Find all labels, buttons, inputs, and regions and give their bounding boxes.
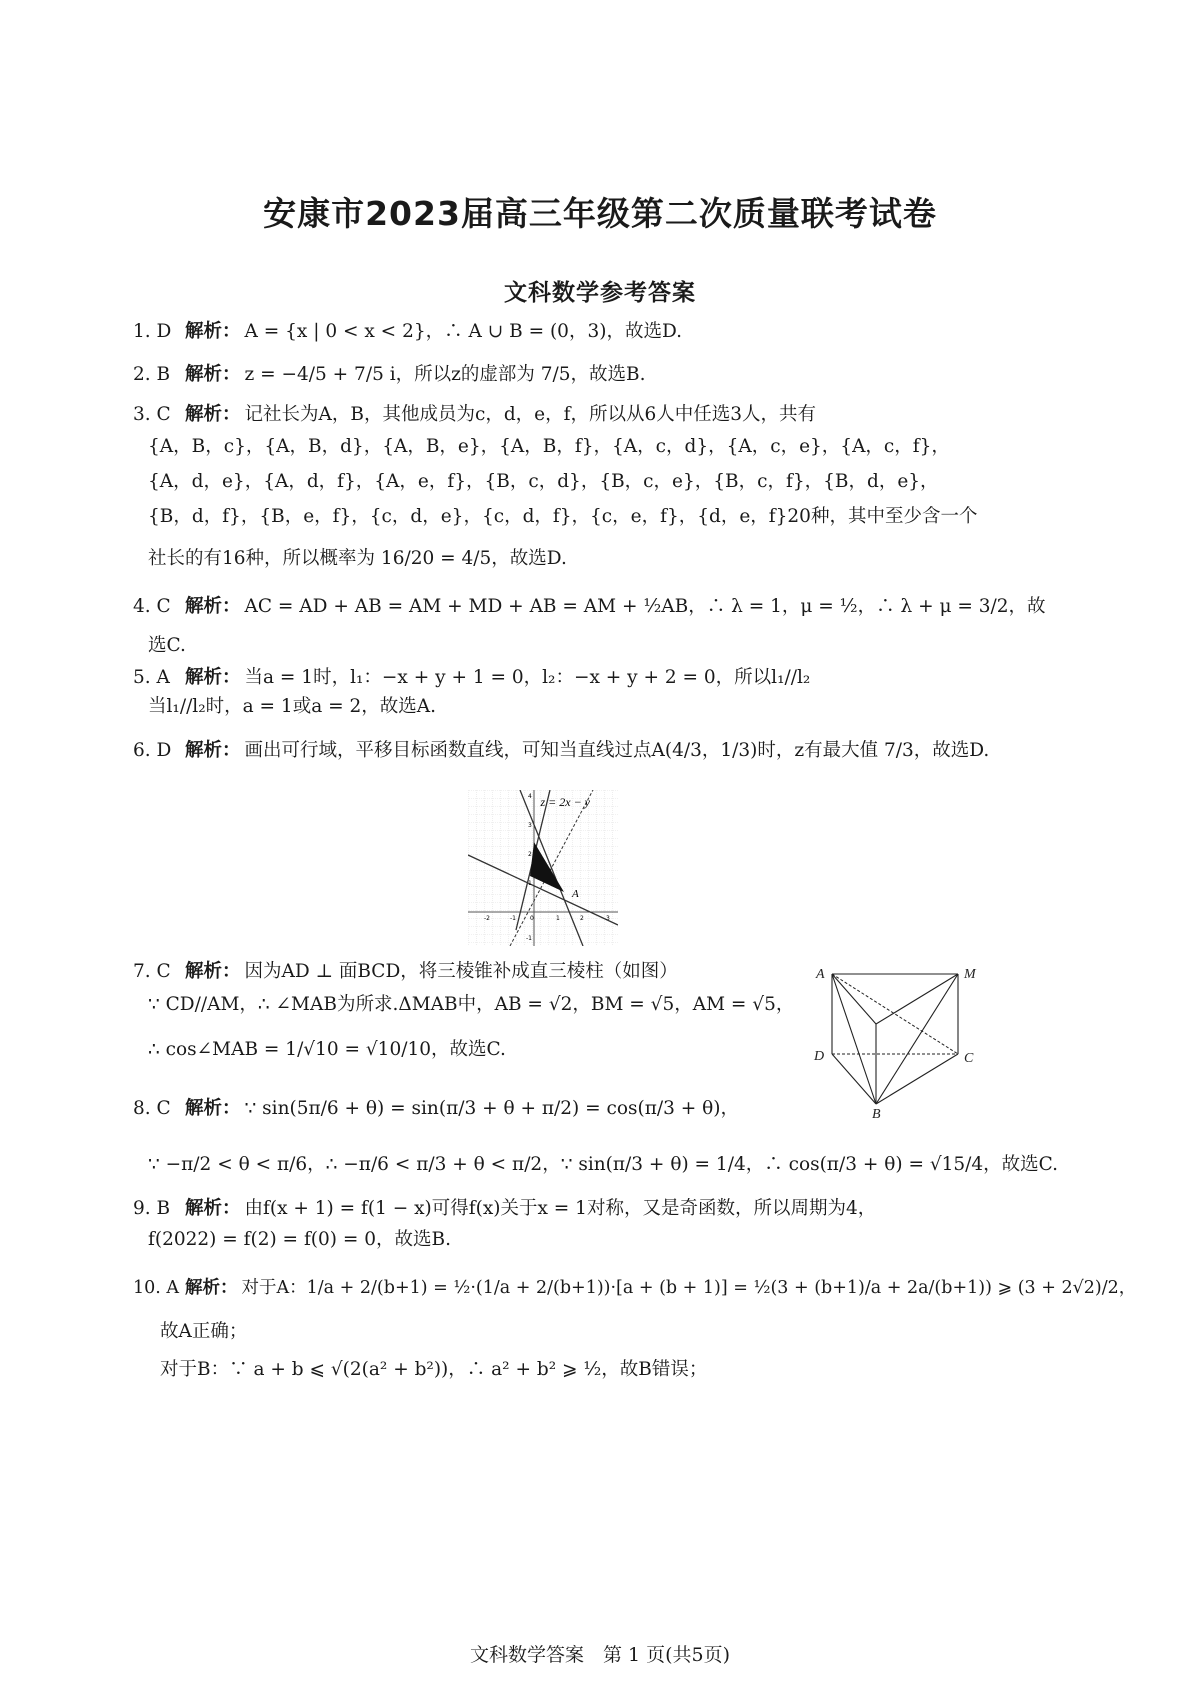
answer-4-line-2: 选C. xyxy=(148,635,186,656)
answer-number: 7. C xyxy=(133,961,171,982)
answer-text: 记社长为A，B，其他成员为c，d，e，f，所以从6人中任选3人，共有 xyxy=(244,404,817,425)
answer-number: 8. C xyxy=(133,1098,171,1119)
analysis-tag: 解析： xyxy=(185,1278,238,1298)
answer-text: ∵ sin(5π/6 + θ) = sin(π/3 + θ + π/2) = cos(π/3 + θ)， xyxy=(244,1098,740,1119)
answer-number: 10. A xyxy=(133,1278,180,1298)
vertex-m-label: M xyxy=(964,967,976,982)
answer-number: 6. D xyxy=(133,740,172,761)
answer-number: 4. C xyxy=(133,596,171,617)
analysis-tag: 解析： xyxy=(185,1098,241,1119)
page-footer: 文科数学答案 第 1 页(共5页) xyxy=(469,1644,731,1666)
answer-3-line-5: 社长的有16种，所以概率为 16/20 = 4/5，故选D. xyxy=(148,548,567,569)
answer-9 xyxy=(133,1195,876,1223)
answer-10-line-3: 对于B：∵ a + b ⩽ √(2(a² + b²))，∴ a² + b² ⩾ ½，故B错误； xyxy=(160,1359,708,1380)
answer-7 xyxy=(133,958,678,986)
answer-4 xyxy=(133,593,1046,621)
answer-3-line-4: {B，d，f}，{B，e，f}，{c，d，e}，{c，d，f}，{c，e，f}，{d，e，f}20种，其中至少含一个 xyxy=(148,506,978,527)
tick-x: -1 xyxy=(510,915,516,922)
document-subtitle: 文科数学参考答案 xyxy=(504,280,696,306)
answer-3 xyxy=(133,401,816,429)
analysis-tag: 解析： xyxy=(185,596,241,617)
answer-number: 3. C xyxy=(133,404,171,425)
answer-7-line-3: ∴ cos∠MAB = 1/√10 = √10/10，故选C. xyxy=(148,1039,506,1060)
triangular-prism-figure xyxy=(808,962,988,1122)
answer-7-line-2: ∵ CD//AM，∴ ∠MAB为所求.ΔMAB中，AB = √2，BM = √5，AM = √5， xyxy=(148,994,795,1015)
document-title: 安康市2023届高三年级第二次质量联考试卷 xyxy=(263,194,937,233)
analysis-tag: 解析： xyxy=(185,740,241,761)
vertex-d-label: D xyxy=(814,1049,825,1064)
analysis-tag: 解析： xyxy=(185,364,241,385)
vertex-b-label: B xyxy=(872,1107,881,1122)
answer-number: 2. B xyxy=(133,364,171,385)
answer-5-line-2: 当l₁//l₂时，a = 1或a = 2，故选A. xyxy=(148,696,436,717)
answer-10-line-2: 故A正确； xyxy=(160,1321,248,1342)
answer-1 xyxy=(133,318,682,346)
answer-number: 9. B xyxy=(133,1198,171,1219)
answer-text: 对于A：1/a + 2/(b+1) = ½·(1/a + 2/(b+1))·[a + (b + 1)] = ½(3 + (b+1)/a + 2a/(b+1)) ⩾ (3 + 2√2)/2， xyxy=(241,1278,1137,1298)
feasible-region-graph xyxy=(468,790,618,946)
vertex-c-label: C xyxy=(964,1051,974,1066)
answer-6 xyxy=(133,737,989,765)
analysis-tag: 解析： xyxy=(185,667,241,688)
tick-x: 0 xyxy=(530,915,534,922)
tick-y: 2 xyxy=(528,851,532,858)
objective-label: z = 2x − y xyxy=(540,795,590,809)
point-a-label: A xyxy=(572,888,579,900)
tick-y: 3 xyxy=(528,822,532,829)
answer-3-line-2: {A，B，c}，{A，B，d}，{A，B，e}，{A，B，f}，{A，c，d}，{A，c，e}，{A，c，f}， xyxy=(148,436,950,457)
tick-x: 3 xyxy=(606,915,610,922)
analysis-tag: 解析： xyxy=(185,404,241,425)
answer-5 xyxy=(133,664,810,692)
tick-y: 1 xyxy=(528,880,532,887)
answer-text: 当a = 1时，l₁：−x + y + 1 = 0，l₂：−x + y + 2 = 0，所以l₁//l₂ xyxy=(244,667,811,688)
answer-8 xyxy=(133,1095,739,1123)
answer-2 xyxy=(133,361,646,389)
answer-text: 由f(x + 1) = f(1 − x)可得f(x)关于x = 1对称，又是奇函数，所以周期为4， xyxy=(244,1198,877,1219)
tick-x: 2 xyxy=(580,915,584,922)
tick-x: -2 xyxy=(484,915,490,922)
answer-text: AC = AD + AB = AM + MD + AB = AM + ½AB，∴ λ = 1，μ = ½，∴ λ + μ = 3/2，故 xyxy=(244,596,1046,617)
tick-x: 1 xyxy=(556,915,560,922)
answer-number: 1. D xyxy=(133,321,172,342)
analysis-tag: 解析： xyxy=(185,1198,241,1219)
vertex-a-label: A xyxy=(816,967,825,982)
answer-3-line-3: {A，d，e}，{A，d，f}，{A，e，f}，{B，c，d}，{B，c，e}，{B，c，f}，{B，d，e}， xyxy=(148,471,939,492)
answer-text: z = −4/5 + 7/5 i，所以z的虚部为 7/5，故选B. xyxy=(244,364,646,385)
answer-8-line-2: ∵ −π/2 < θ < π/6，∴ −π/6 < π/3 + θ < π/2，∵ sin(π/3 + θ) = 1/4，∴ cos(π/3 + θ) = √15/4，故选C. xyxy=(148,1154,1059,1175)
answer-9-line-2: f(2022) = f(2) = f(0) = 0，故选B. xyxy=(148,1229,452,1250)
answer-text: 画出可行域，平移目标函数直线，可知当直线过点A(4/3，1/3)时，z有最大值 7/3，故选D. xyxy=(244,740,990,761)
answer-10 xyxy=(133,1274,1136,1302)
analysis-tag: 解析： xyxy=(185,321,241,342)
tick-y: 4 xyxy=(528,793,532,800)
analysis-tag: 解析： xyxy=(185,961,241,982)
answer-text: A = {x | 0 < x < 2}，∴ A ∪ B = (0，3)，故选D. xyxy=(244,321,682,342)
answer-text: 因为AD ⊥ 面BCD，将三棱锥补成直三棱柱（如图） xyxy=(244,961,678,982)
tick-y: -1 xyxy=(526,935,532,942)
answer-number: 5. A xyxy=(133,667,170,688)
